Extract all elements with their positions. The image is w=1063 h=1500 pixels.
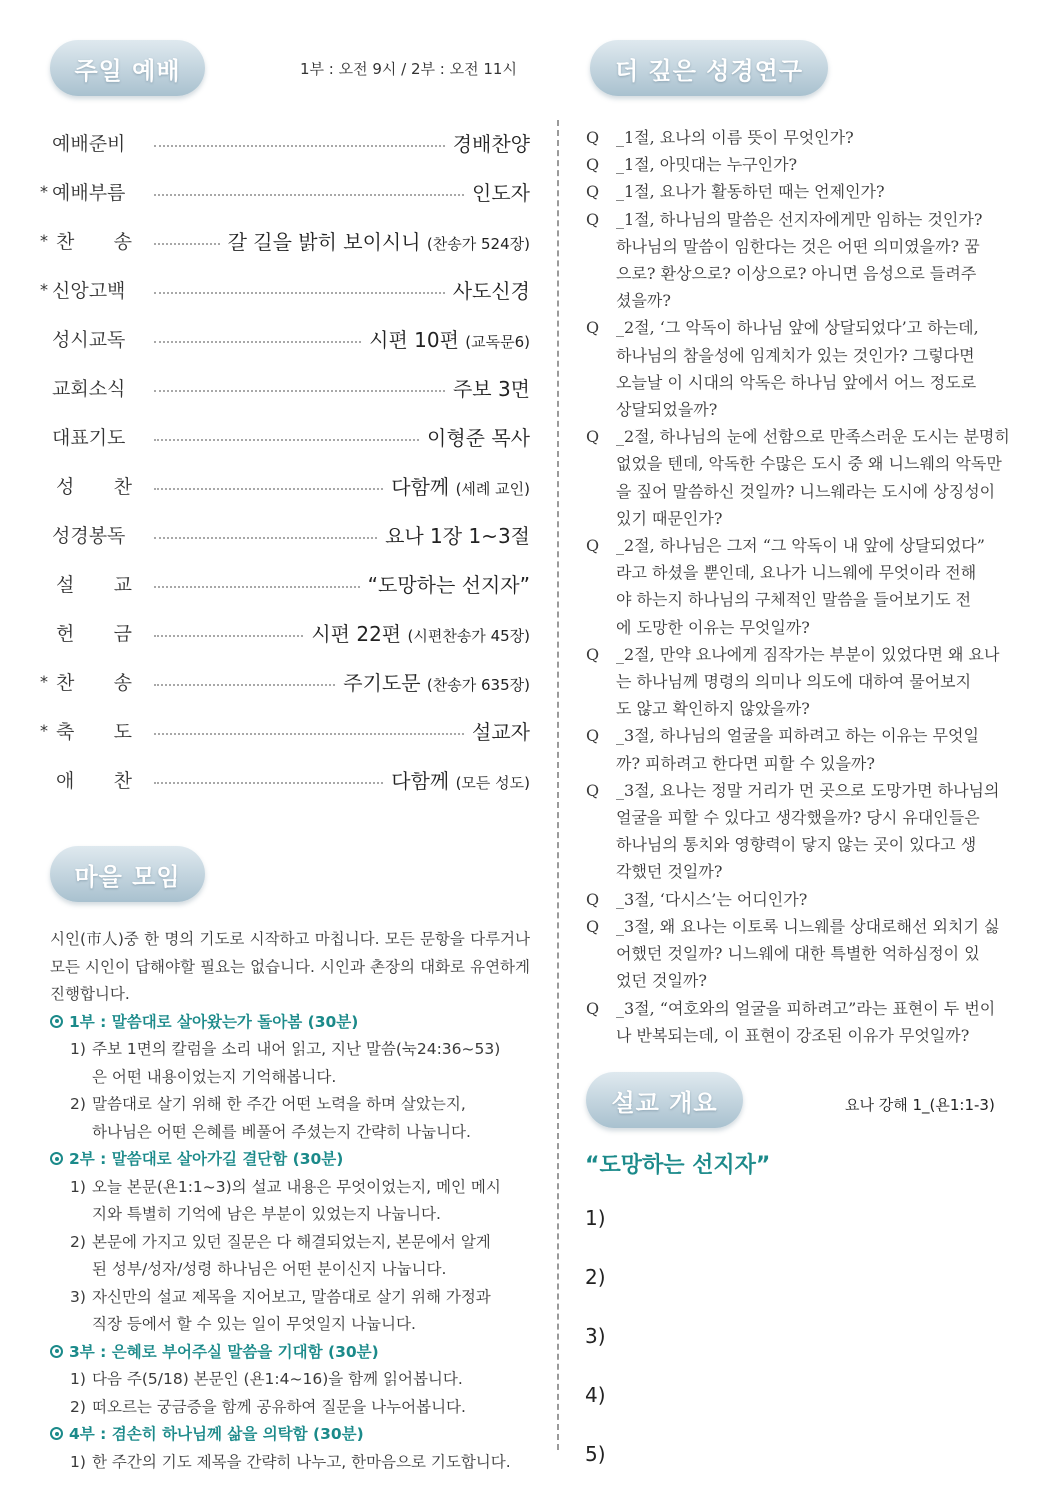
question-line: _3절, 하나님의 얼굴을 피하려고 하는 이유는 무엇일 [616,726,979,746]
order-row [40,363,530,412]
order-label [52,178,132,205]
order-value-text: 인도자 [472,181,530,205]
study-question [586,314,1018,423]
village-item-line: 자신만의 설교 제목을 지어보고, 말씀대로 살기 위해 가정과 [92,1287,491,1306]
order-label-part: 찬 [56,231,75,253]
question-line: _3절, 요나는 정말 거리가 먼 곳으로 도망가면 하나님의 [616,780,1000,800]
question-text [616,886,1018,913]
question-text [616,913,1018,995]
question-text [616,722,1018,776]
order-value-text: 요나 1장 1~3절 [385,524,530,548]
sermon-point: 2) [585,1265,606,1289]
question-text [616,124,1018,151]
village-section [50,926,530,1476]
order-label-part: 헌 [56,623,75,645]
question-line: 으로? 환상으로? 이상으로? 아니면 음성으로 들려주 [616,264,977,284]
question-marker: Q [586,889,600,909]
order-value-text: 경배찬양 [452,132,530,156]
study-questions [586,124,1018,1049]
order-label [52,129,132,156]
order-leader-dots [154,635,303,637]
village-part-title-text: 4부 : 겸손히 하나님께 삶을 의탁함 (30분) [69,1425,364,1443]
question-line: _3절, 왜 요나는 이토록 니느웨를 상대로해선 외치기 싫 [616,916,1000,936]
order-label-part: 예배부름 [52,182,126,204]
order-label [52,521,132,548]
order-label-part: 축 [56,721,75,743]
order-label [52,374,132,401]
village-item-num: 1) [70,1452,86,1471]
order-value-text: 시편 10편 [369,328,459,352]
village-item-line: 한 주간의 기도 제목을 간략히 나누고, 한마음으로 기도합니다. [92,1452,511,1471]
question-line: 었던 것일까? [616,971,707,991]
order-value [385,520,530,549]
question-marker: Q [586,155,600,175]
order-star: * [40,672,48,691]
order-label [52,227,132,254]
order-value-text: 갈 길을 밝히 보이시니 [227,230,421,254]
question-marker: Q [586,536,600,556]
order-value-note: (모든 성도) [455,774,530,792]
question-marker: Q [586,998,600,1018]
order-row [40,559,530,608]
order-leader-dots [154,390,445,392]
study-question [586,641,1018,723]
question-line: _1절, 아밋대는 누구인가? [616,155,798,175]
question-marker: Q [586,726,600,746]
village-part-title-text: 3부 : 은혜로 부어주실 말씀을 기대함 (30분) [69,1342,379,1361]
question-line: _2절, ‘그 악독이 하나님 앞에 상달되었다’고 하는데, [616,318,979,338]
worship-heading: 주일 예배 [50,40,205,96]
order-value-text: “도망하는 선지자” [367,573,530,597]
question-line: 하나님의 말씀이 임한다는 것은 어떤 의미였을까? 꿈 [616,236,980,256]
order-row [40,216,530,265]
order-row [40,265,530,314]
order-value-text: 다함께 [391,475,450,499]
order-star: * [40,182,48,201]
village-part-title-text: 1부 : 말씀대로 살아왔는가 돌아봄 (30분) [69,1012,359,1031]
order-value-text: 설교자 [472,720,530,744]
target-bullet-icon [50,1015,63,1028]
order-value-text: 주보 3면 [452,377,530,401]
order-value [343,667,530,696]
study-question [586,124,1018,151]
order-row [40,167,530,216]
question-line: _1절, 요나가 활동하던 때는 언제인가? [616,182,885,202]
village-item-num: 2) [70,1232,86,1251]
order-leader-dots [154,782,383,784]
order-leader-dots [154,488,383,490]
study-question [586,913,1018,995]
village-item-line: 된 성부/성자/성령 하나님은 어떤 분이신지 나눕니다. [92,1260,447,1278]
study-question [586,886,1018,913]
question-text [616,777,1018,886]
order-row [40,706,530,755]
order-value-note: (시편찬송가 45장) [407,627,530,645]
question-line: _3절, “여호와의 얼굴을 피하려고”라는 표현이 두 번이 [616,998,996,1018]
order-value [453,275,530,304]
worship-times: 1부 : 오전 9시 / 2부 : 오전 11시 [300,60,517,78]
order-value-note: (찬송가 635장) [426,676,530,694]
order-label-part: 애 [56,770,75,792]
sermon-point: 5) [585,1442,606,1466]
sermon-point: 3) [585,1324,606,1348]
order-leader-dots [154,194,464,196]
study-question [586,423,1018,532]
worship-order [40,118,530,804]
village-item-num: 1) [70,1040,86,1058]
order-label-part: 신앙고백 [52,280,126,302]
order-row [40,412,530,461]
order-label-part: 성시교독 [52,329,126,351]
order-value [391,471,530,500]
village-item [50,1036,530,1091]
order-value-note: (교독문6) [465,333,530,351]
sermon-heading: 설교 개요 [586,1072,743,1128]
order-label-part: 대표기도 [52,427,126,449]
order-value-text: 다함께 [391,769,450,793]
question-marker: Q [586,427,600,447]
order-label-part: 금 [113,623,132,645]
order-row [40,461,530,510]
village-item [50,1284,530,1339]
sermon-reference: 요나 강해 1_(욘1:1-3) [845,1096,995,1114]
village-item [50,1174,530,1229]
village-item [50,1449,530,1477]
question-marker: Q [586,644,600,664]
order-label-part: 송 [113,672,132,694]
question-line: _3절, ‘다시스’는 어디인가? [616,889,808,909]
order-leader-dots [154,439,419,441]
order-value-text: 시편 22편 [311,622,402,646]
order-label [52,472,132,499]
order-leader-dots [154,341,361,343]
order-value [368,569,530,598]
question-text [616,151,1018,178]
study-heading: 더 깊은 성경연구 [590,40,828,96]
question-line: 있기 때문인가? [616,508,723,528]
study-question [586,722,1018,776]
study-question [586,178,1018,205]
sermon-points [585,1206,606,1500]
order-label [52,668,132,695]
village-item-num: 1) [70,1177,86,1196]
order-star: * [40,721,48,740]
question-line: _2절, 하나님은 그저 “그 악독이 내 앞에 상달되었다” [616,536,985,556]
question-line: 라고 하셨을 뿐인데, 요나가 니느웨에 무엇이라 전해 [616,563,977,583]
order-label-part: 찬 [113,770,132,792]
target-bullet-icon [50,1427,63,1440]
order-leader-dots [154,292,445,294]
order-label [52,766,132,793]
column-divider [557,120,559,1450]
question-marker: Q [586,182,600,202]
order-value [472,716,530,745]
order-leader-dots [154,145,445,147]
order-value-note: (세례 교인) [455,480,530,498]
sermon-point: 1) [585,1206,606,1230]
order-star: * [40,280,48,299]
village-item-num: 1) [70,1370,86,1388]
order-leader-dots [154,243,220,245]
question-text [616,423,1018,532]
village-item-line: 은 어떤 내용이었는지 기억해봅니다. [92,1067,337,1086]
village-item-line: 하나님은 어떤 은혜를 베풀어 주셨는지 간략히 나눕니다. [92,1122,471,1141]
order-label-part: 도 [113,721,132,743]
order-leader-dots [154,586,360,588]
question-text [616,178,1018,205]
order-row [40,510,530,559]
village-heading: 마을 모임 [50,846,205,902]
order-label-part: 교회소식 [52,378,126,400]
order-label-part: 성경봉독 [52,525,126,547]
order-label-part: 송 [113,231,132,253]
village-item-line: 직장 등에서 할 수 있는 일이 무엇일지 나눕니다. [92,1315,416,1333]
question-line: 없었을 텐데, 악독한 수많은 도시 중 왜 니느웨의 악독만 [616,454,1002,474]
village-item [50,1091,530,1146]
order-label [52,619,132,646]
study-question [586,777,1018,886]
question-line: 을 짚어 말씀하신 것일까? 니느웨라는 도시에 상징성이 [616,481,996,501]
order-row [40,755,530,804]
order-star: * [40,231,48,250]
question-line: _2절, 만약 요나에게 짐작가는 부분이 있었다면 왜 요나 [616,644,1000,664]
question-marker: Q [586,318,600,338]
village-part-title [50,1421,530,1449]
order-leader-dots [154,684,335,686]
question-marker: Q [586,780,600,800]
question-line: 야 하는지 하나님의 구체적인 말씀을 들어보기도 전 [616,590,972,610]
order-value [427,422,530,451]
question-marker: Q [586,916,600,936]
order-value [453,128,530,157]
question-line: 까? 피하려고 한다면 피할 수 있을까? [616,753,875,773]
village-item-line: 지와 특별히 기억에 남은 부분이 있었는지 나눕니다. [92,1205,441,1223]
village-item-line: 말씀대로 살기 위해 한 주간 어떤 노력을 하며 살았는지, [92,1095,466,1113]
question-line: 각했던 것일까? [616,862,723,882]
village-part-title [50,1146,530,1174]
village-part-title [50,1009,530,1037]
village-item-num: 2) [70,1095,86,1113]
village-item [50,1366,530,1394]
order-label-part: 찬 [113,476,132,498]
target-bullet-icon [50,1152,63,1165]
village-item-line: 떠오르는 궁금증을 함께 공유하여 질문을 나누어봅니다. [92,1397,466,1416]
order-label [52,570,132,597]
village-item-line: 본문에 가지고 있던 질문은 다 해결되었는지, 본문에서 알게 [92,1232,491,1251]
order-label-part: 성 [56,476,75,498]
study-question [586,532,1018,641]
order-value [369,324,530,353]
question-text [616,206,1018,315]
order-row [40,608,530,657]
order-label-part: 교 [113,574,132,596]
study-question [586,995,1018,1049]
order-row [40,657,530,706]
village-item [50,1229,530,1284]
question-text [616,314,1018,423]
order-value-text: 사도신경 [452,279,530,303]
order-value [228,226,530,255]
sermon-point: 4) [585,1383,606,1407]
order-value [391,765,530,794]
village-intro: 시인(市人)중 한 명의 기도로 시작하고 마칩니다. 모든 문항을 다루거나 모든 시인이 답해야할 필요는 없습니다. 시인과 촌장의 대화로 유연하게 진행합니다. [50,930,530,1003]
order-label [52,325,132,352]
question-marker: Q [586,209,600,229]
question-line: 하나님의 참을성에 임계치가 있는 것인가? 그렇다면 [616,345,975,365]
question-line: 상달되었을까? [616,400,718,420]
question-line: 나 반복되는데, 이 표현이 강조된 이유가 무엇일까? [616,1025,970,1045]
order-value [472,177,530,206]
village-item-line: 오늘 본문(욘1:1~3)의 설교 내용은 무엇이었는지, 메인 메시 [92,1177,501,1196]
order-label [52,423,132,450]
order-label-part: 설 [56,574,75,596]
question-line: 에 도망한 이유는 무엇일까? [616,617,810,637]
question-line: _1절, 요나의 이름 뜻이 무엇인가? [616,128,854,147]
question-line: 는 하나님께 명령의 의미나 의도에 대하여 물어보지 [616,672,972,692]
order-value-text: 주기도문 [343,671,421,695]
question-marker: Q [586,128,600,147]
order-value-note: (찬송가 524장) [426,235,530,253]
question-line: 도 않고 확인하지 않았을까? [616,699,810,719]
order-label [52,276,132,303]
village-item-num: 3) [70,1287,86,1306]
village-part-title-text: 2부 : 말씀대로 살아가길 결단함 (30분) [69,1150,344,1168]
village-item [50,1394,530,1422]
target-bullet-icon [50,1345,63,1358]
order-row [40,314,530,363]
question-text [616,995,1018,1049]
question-line: 어했던 것일까? 니느웨에 대한 특별한 억하심정이 있 [616,944,980,964]
order-label-part: 찬 [56,672,75,694]
question-line: _2절, 하나님의 눈에 선함으로 만족스러운 도시는 분명히 [616,427,1010,447]
order-leader-dots [154,733,464,735]
order-leader-dots [154,537,377,539]
question-line: _1절, 하나님의 말씀은 선지자에게만 임하는 것인가? [616,209,983,229]
study-question [586,151,1018,178]
village-item-line: 다음 주(5/18) 본문인 (욘1:4~16)을 함께 읽어봅니다. [92,1370,463,1388]
question-line: 얼굴을 피할 수 있다고 생각했을까? 당시 유대인들은 [616,808,980,828]
order-row [40,118,530,167]
village-item-num: 2) [70,1397,86,1416]
order-value [311,618,530,647]
village-item-line: 주보 1면의 칼럼을 소리 내어 읽고, 지난 말씀(눅24:36~53) [92,1040,501,1058]
order-label [52,717,132,744]
question-text [616,532,1018,641]
order-label-part: 예배준비 [52,133,126,155]
order-value [453,373,530,402]
study-question [586,206,1018,315]
question-line: 하나님의 통치와 영향력이 닿지 않는 곳이 있다고 생 [616,835,977,855]
question-line: 셨을까? [616,291,671,311]
order-value-text: 이형준 목사 [427,426,530,450]
question-text [616,641,1018,723]
village-part-title [50,1339,530,1367]
sermon-title: “도망하는 선지자” [585,1153,771,1178]
question-line: 오늘날 이 시대의 악독은 하나님 앞에서 어느 정도로 [616,372,977,392]
